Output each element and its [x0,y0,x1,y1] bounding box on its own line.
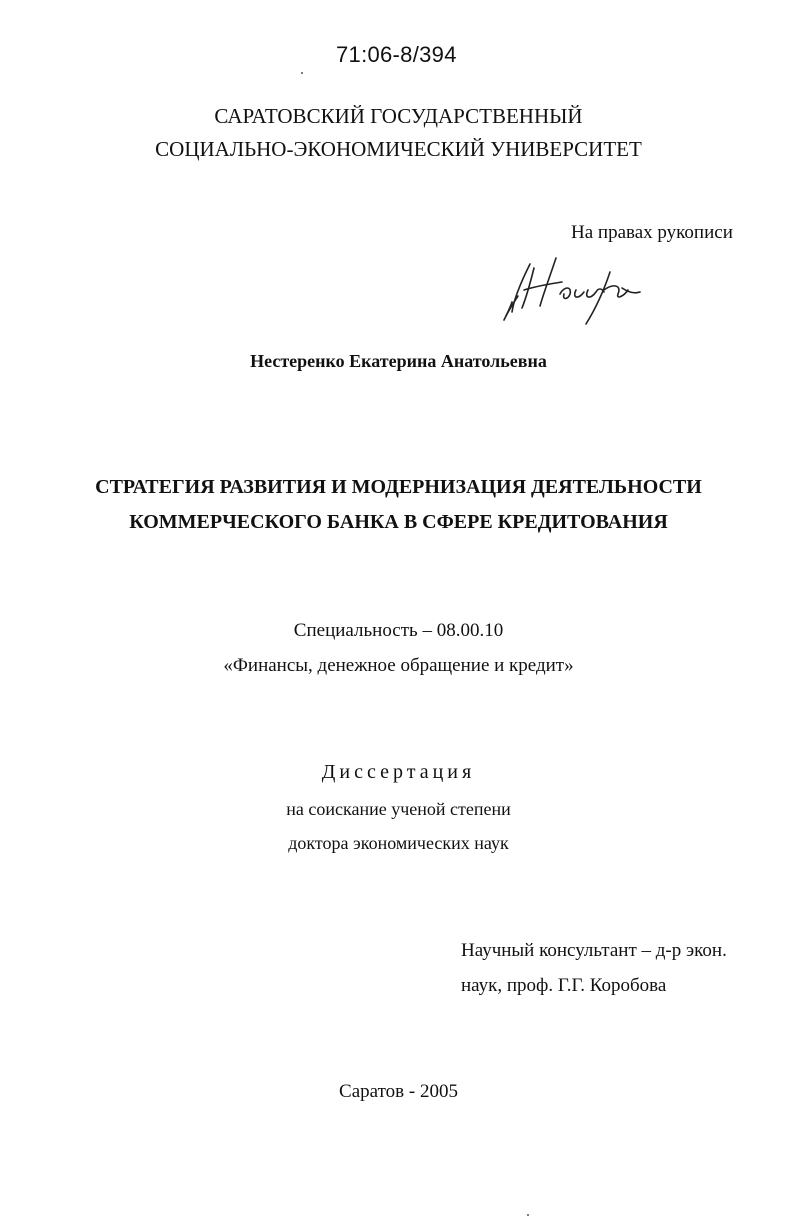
scan-speck [301,72,303,74]
degree-line-1: на соискание ученой степени [286,799,511,819]
thesis-title-line-2: КОММЕРЧЕСКОГО БАНКА В СФЕРЕ КРЕДИТОВАНИЯ [129,511,668,533]
catalog-number: 71:06-8/394 [336,42,457,67]
manuscript-rights-note: На правах рукописи [571,222,733,243]
specialty-name: «Финансы, денежное обращение и кредит» [223,655,574,676]
university-name-line-2: СОЦИАЛЬНО-ЭКОНОМИЧЕСКИЙ УНИВЕРСИТЕТ [155,137,642,161]
scan-speck [527,1214,529,1216]
scientific-consultant-line-1: Научный консультант – д-р экон. [461,940,727,961]
thesis-title-line-1: СТРАТЕГИЯ РАЗВИТИЯ И МОДЕРНИЗАЦИЯ ДЕЯТЕЛЬНОСТИ [95,476,702,498]
handwritten-signature-icon [500,250,650,330]
specialty-code: Специальность – 08.00.10 [293,620,504,641]
author-name: Нестеренко Екатерина Анатольевна [250,351,547,371]
scientific-consultant-line-2: наук, проф. Г.Г. Коробова [461,975,667,996]
city-and-year: Саратов - 2005 [339,1081,458,1102]
university-name-line-1: САРАТОВСКИЙ ГОСУДАРСТВЕННЫЙ [214,104,583,128]
document-type-heading: Диссертация [321,761,476,783]
degree-line-2: доктора экономических наук [288,833,509,853]
